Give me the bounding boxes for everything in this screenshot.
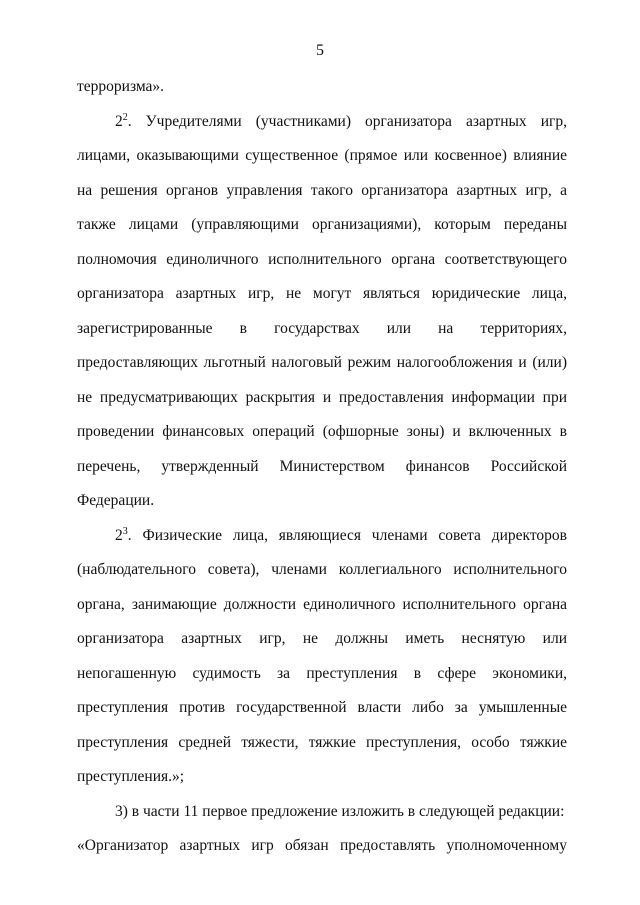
paragraph-item-3: 3) в части 11 первое предложение изложить в следующей редакции: <box>115 802 565 820</box>
paragraph-continuation: терроризма». <box>77 78 165 95</box>
clause-text: . Учредителями (участниками) организатора азартных игр, лицами, оказывающими существенное (прямое или косвенное) влияние на решения органов управления такого организатора азартных игр, а также лицами (управляющими организациями), которым переданы полномочия единоличного исполнительного органа соответствующего организатора азартных игр, не могут являться юридические лица, зарегистрированные в государствах или на территориях, предоставляющих льготный налоговый режим налогообложения и (или) не предусматривающих раскрытия и предоставления информации при проведении финансовых операций (офшорные зоны) и включенных в перечень, утвержденный Министерством финансов Российской Федерации. <box>77 112 567 509</box>
document-body <box>77 70 567 864</box>
paragraph-2-2 <box>77 105 567 519</box>
clause-text: . Физические лица, являющиеся членами совета директоров (наблюдательного совета), членами коллегиального исполнительного органа, занимающие должности единоличного исполнительного органа организатора азартных игр, не должны иметь неснятую или непогашенную судимость за преступления в сфере экономики, преступления против государственной власти либо за умышленные преступления средней тяжести, тяжкие преступления, особо тяжкие преступления.»; <box>77 526 567 785</box>
paragraph-quote-start: «Организатор азартных игр обязан предоставлять уполномоченному <box>77 837 567 854</box>
clause-number: 2 <box>115 112 123 130</box>
paragraph-2-3 <box>77 519 567 795</box>
clause-number: 2 <box>115 526 123 544</box>
clause-superscript: 2 <box>122 111 128 123</box>
clause-superscript: 3 <box>122 525 128 537</box>
page-number: 5 <box>316 42 324 59</box>
